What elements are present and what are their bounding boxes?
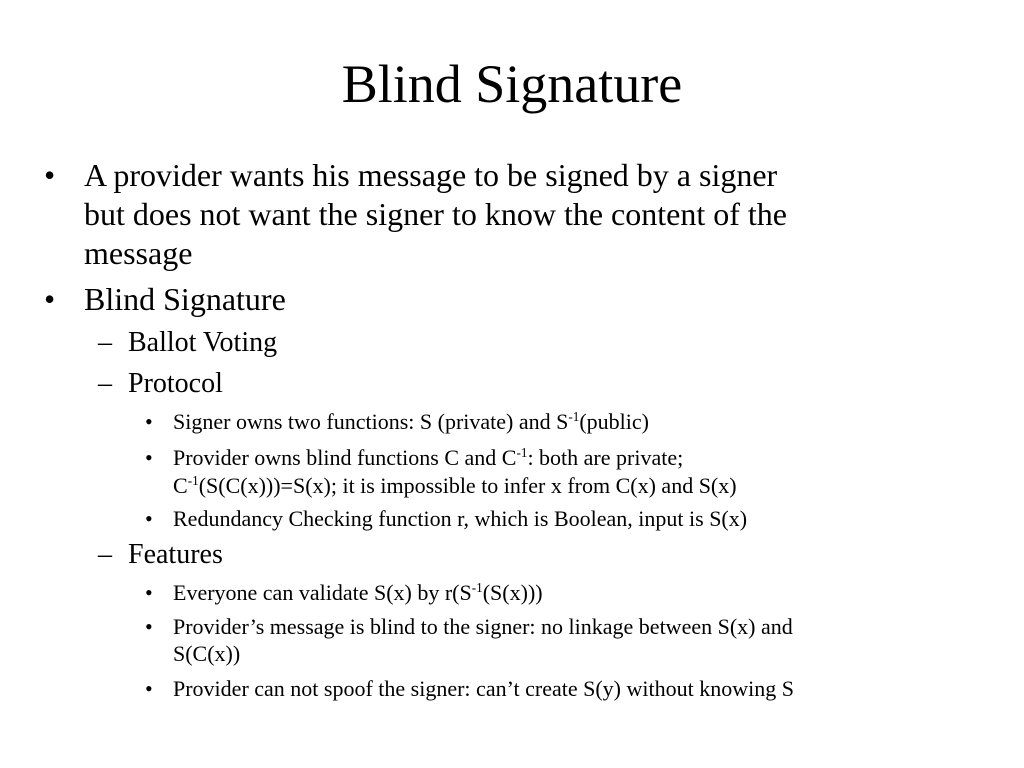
dash-marker: –	[98, 539, 112, 570]
item-text: Provider’s message is blind to the signer: no linkage between S(x) and	[173, 614, 793, 639]
item-text: Provider can not spoof the signer: can’t create S(y) without knowing S	[173, 676, 794, 701]
dash-marker: –	[98, 368, 112, 399]
item-text: Redundancy Checking function r, which is Boolean, input is S(x)	[173, 506, 748, 531]
sub-text: Features	[128, 539, 223, 570]
bullet-dot: •	[44, 281, 56, 317]
item-text: Provider owns blind functions C and $C^{-1}$: both are private;	[173, 445, 684, 470]
bullet-text: Blind Signature	[84, 281, 286, 317]
bullet-dot-small: •	[145, 506, 153, 531]
item-text: Everyone can validate S(x) by $r(S^{-1}(S(x)))$	[173, 580, 543, 605]
item-text-line2: $C^{-1}(S(C(x)))=S(x)$; it is impossible to infer x from C(x) and S(x)	[173, 473, 737, 498]
bullet-dot-small: •	[145, 580, 153, 605]
sub-text: Ballot Voting	[128, 327, 278, 358]
bullet-dot-small: •	[145, 409, 153, 434]
bullet-text-line: message	[84, 235, 193, 271]
sub-text: Protocol	[128, 368, 223, 399]
bullet-dot-small: •	[145, 676, 153, 701]
bullet-dot-small: •	[145, 445, 153, 470]
item-text: Signer owns two functions: S (private) and $S^{-1}(public)$	[173, 409, 650, 434]
bullet-dot: •	[44, 157, 56, 193]
bullet-dot-small: •	[145, 614, 153, 639]
bullet-text-line: but does not want the signer to know the content of the	[84, 196, 787, 232]
dash-marker: –	[98, 327, 112, 358]
slide-title: Blind Signature	[341, 54, 683, 114]
bullet-text-line: A provider wants his message to be signed by a signer	[84, 157, 778, 193]
item-text-line2: S(C(x))	[173, 641, 241, 666]
